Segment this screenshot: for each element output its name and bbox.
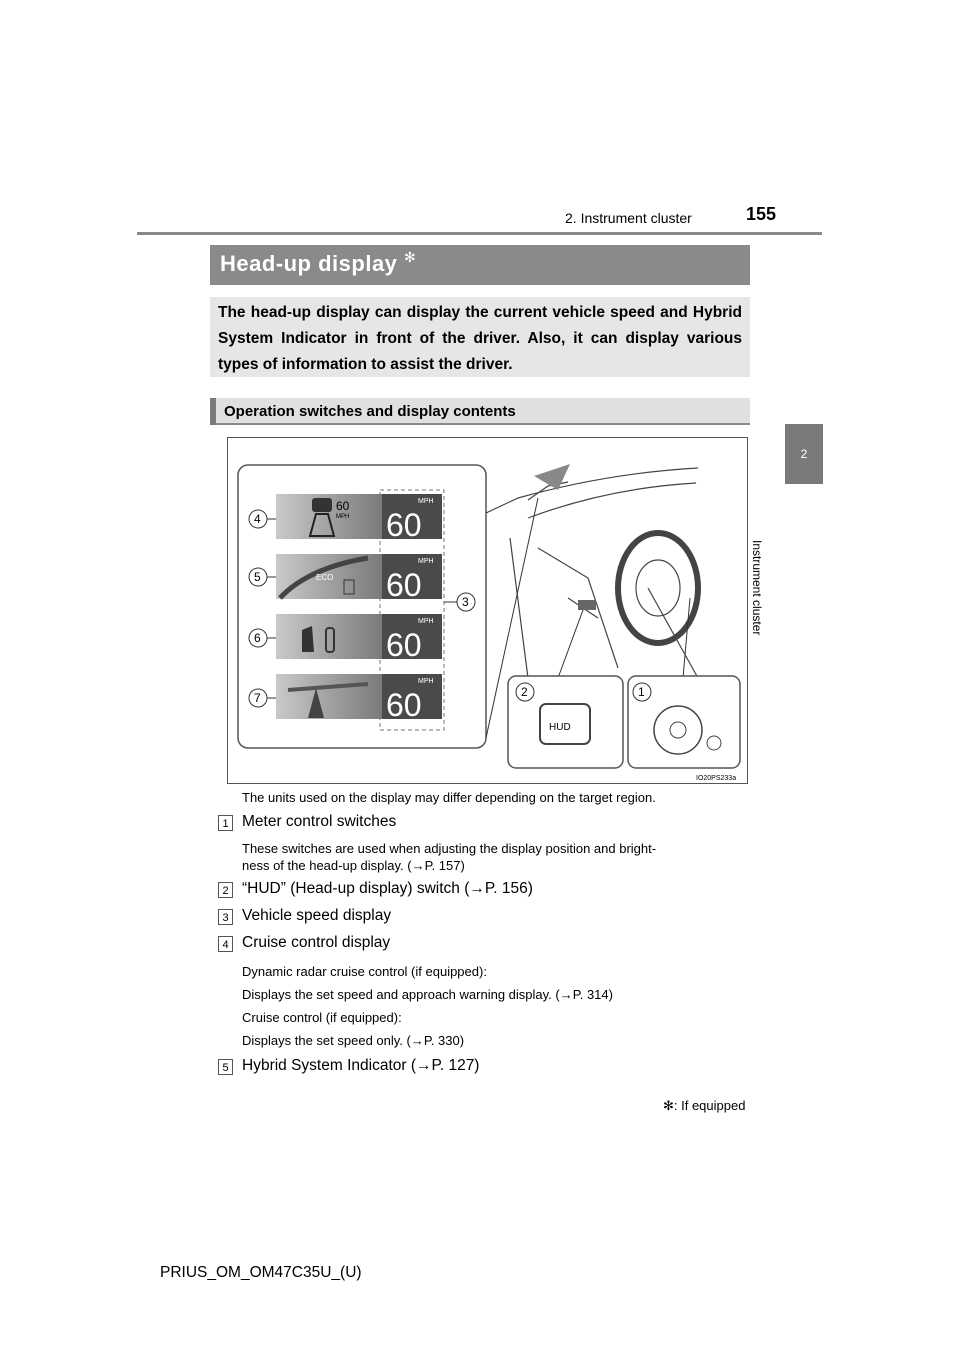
callout-1 bbox=[633, 683, 651, 701]
speed-value-2: 60 bbox=[386, 567, 422, 603]
svg-text:4: 4 bbox=[254, 512, 261, 526]
chapter-label: Instrument cluster bbox=[750, 540, 764, 636]
footnote: ✻: If equipped bbox=[663, 1098, 746, 1113]
speed-unit-2: MPH bbox=[418, 558, 434, 565]
svg-text:7: 7 bbox=[254, 691, 261, 705]
foot-icon bbox=[302, 626, 314, 652]
item-desc-line: These switches are used when adjusting the display position and bright- bbox=[242, 841, 657, 856]
svg-text:2: 2 bbox=[521, 685, 528, 699]
intro-text: The head-up display can display the current vehicle speed and Hybrid System Indicator in front of the driver. Also, it can display various types of information to assist the driver. bbox=[218, 304, 742, 373]
pointer-line-1 bbox=[486, 498, 518, 513]
hud-switch-location bbox=[578, 600, 596, 610]
item-desc-line: Displays the set speed and approach warning display. (→P. 314) bbox=[242, 987, 613, 1002]
chapter-tab: 2 bbox=[785, 424, 823, 484]
figure-caption: The units used on the display may differ depending on the target region. bbox=[242, 790, 656, 805]
header-rule bbox=[137, 232, 822, 235]
document-code: PRIUS_OM_OM47C35U_(U) bbox=[160, 1264, 362, 1281]
callout-2 bbox=[516, 683, 534, 701]
item-label: “HUD” (Head-up display) switch (→P. 156) bbox=[242, 880, 533, 897]
item-label: Cruise control display bbox=[242, 934, 391, 951]
hud-diagram bbox=[228, 438, 747, 783]
item-number: 3 bbox=[218, 909, 233, 925]
item-desc-line: Displays the set speed only. (→P. 330) bbox=[242, 1033, 465, 1048]
equipped-mark: ✻ bbox=[404, 249, 416, 265]
speed-value-3: 60 bbox=[386, 627, 422, 663]
svg-text:5: 5 bbox=[254, 570, 261, 584]
subheading: Operation switches and display contents bbox=[224, 403, 516, 420]
subheading-marker bbox=[210, 398, 216, 425]
item-label: Meter control switches bbox=[242, 813, 397, 830]
item-desc-line: ness of the head-up display. (→P. 157) bbox=[242, 858, 465, 873]
navigation-panel bbox=[276, 674, 382, 719]
steering-hub bbox=[636, 560, 680, 616]
svg-text:3: 3 bbox=[462, 595, 469, 609]
item-desc-line: Dynamic radar cruise control (if equipped): bbox=[242, 964, 487, 979]
steering-wheel bbox=[618, 533, 698, 643]
item-number: 1 bbox=[218, 815, 233, 831]
eco-text: ECO bbox=[316, 573, 334, 582]
page-number: 155 bbox=[746, 204, 777, 224]
cruise-speed-text: 60 bbox=[336, 499, 350, 513]
cruise-unit-text: MPH bbox=[336, 514, 350, 520]
item-number: 5 bbox=[218, 1059, 233, 1075]
item-label: Vehicle speed display bbox=[242, 907, 392, 924]
car-icon bbox=[312, 498, 332, 512]
item-number: 2 bbox=[218, 882, 233, 898]
pointer-line-3 bbox=[558, 610, 583, 678]
svg-text:6: 6 bbox=[254, 631, 261, 645]
item-number: 4 bbox=[218, 936, 233, 952]
speed-unit-1: MPH bbox=[418, 498, 434, 505]
page-title: Head-up display bbox=[220, 251, 398, 276]
item-label: Hybrid System Indicator (→P. 127) bbox=[242, 1057, 480, 1074]
speed-unit-3: MPH bbox=[418, 618, 434, 625]
item-desc-line: Cruise control (if equipped): bbox=[242, 1010, 402, 1025]
figure-id: IO20PS233a bbox=[696, 775, 737, 782]
running-header-section: 2. Instrument cluster bbox=[565, 210, 692, 226]
svg-text:1: 1 bbox=[638, 685, 645, 699]
dashboard-drawing bbox=[510, 468, 698, 678]
pointer-line-4 bbox=[683, 598, 690, 678]
hud-illustration bbox=[227, 437, 748, 784]
hud-button-text: HUD bbox=[549, 722, 571, 733]
speed-value-1: 60 bbox=[386, 507, 422, 543]
speed-unit-4: MPH bbox=[418, 678, 434, 685]
speed-value-4: 60 bbox=[386, 687, 422, 723]
